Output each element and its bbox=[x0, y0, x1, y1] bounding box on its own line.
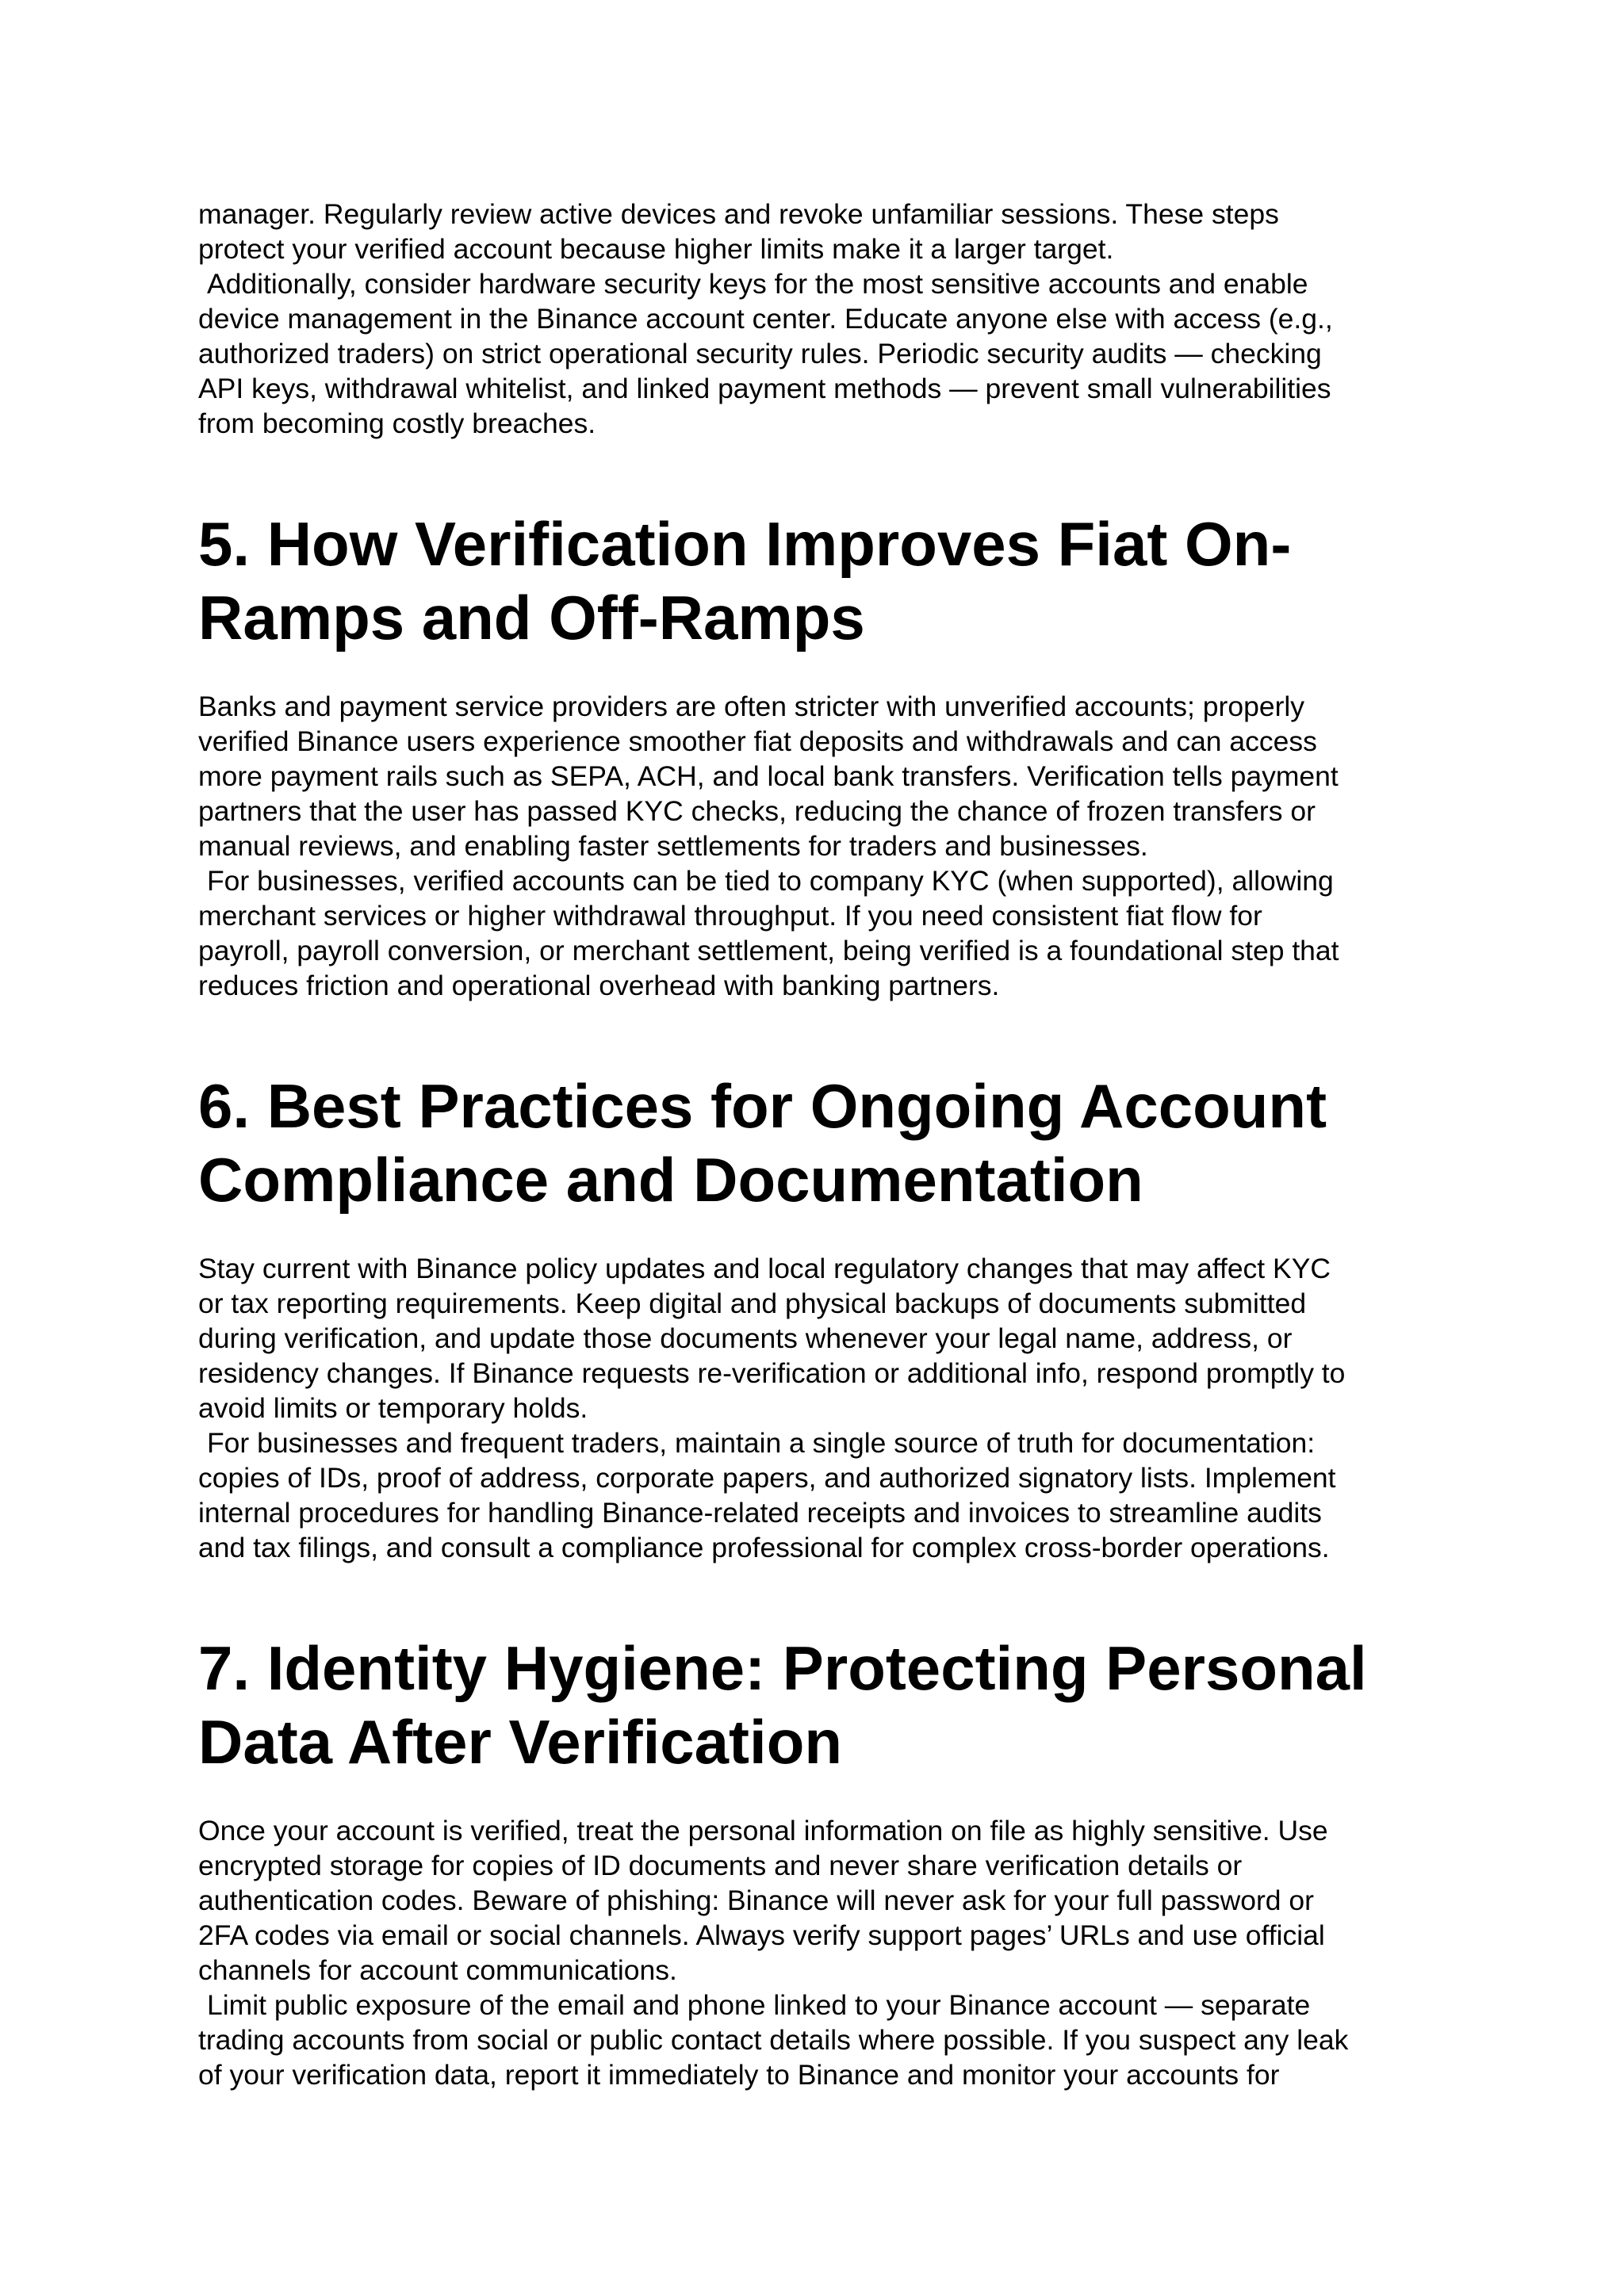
section-6-heading bbox=[198, 1070, 1451, 1217]
text-line: internal procedures for handling Binance-related receipts and invoices to streamline audits bbox=[198, 1497, 1322, 1529]
text-line: For businesses and frequent traders, maintain a single source of truth for documentation: bbox=[207, 1427, 1316, 1459]
text-line: more payment rails such as SEPA, ACH, and local bank transfers. Verification tells payment bbox=[198, 760, 1339, 792]
text-line: avoid limits or temporary holds. bbox=[198, 1392, 588, 1424]
section-6-paragraph-2 bbox=[198, 1425, 1451, 1565]
text-line: or tax reporting requirements. Keep digital and physical backups of documents submitted bbox=[198, 1288, 1307, 1319]
intro-paragraph-1 bbox=[198, 197, 1451, 266]
intro-section bbox=[198, 197, 1451, 441]
section-5-paragraph-1 bbox=[198, 689, 1451, 863]
section-6-paragraph-1 bbox=[198, 1251, 1451, 1425]
text-line: residency changes. If Binance requests re-verification or additional info, respond promptly to bbox=[198, 1357, 1346, 1389]
heading-line: Data After Verification bbox=[198, 1707, 842, 1777]
text-line: protect your verified account because higher limits make it a larger target. bbox=[198, 233, 1114, 265]
text-line: 2FA codes via email or social channels. Always verify support pages’ URLs and use official bbox=[198, 1919, 1325, 1951]
section-7-body bbox=[198, 1813, 1451, 2092]
text-line: payroll, payroll conversion, or merchant settlement, being verified is a foundational step that bbox=[198, 935, 1339, 966]
text-line: partners that the user has passed KYC checks, reducing the chance of frozen transfers or bbox=[198, 795, 1316, 827]
text-line: from becoming costly breaches. bbox=[198, 408, 596, 439]
text-line: manual reviews, and enabling faster settlements for traders and businesses. bbox=[198, 830, 1148, 862]
intro-paragraph-2 bbox=[198, 266, 1451, 441]
text-line: Limit public exposure of the email and phone linked to your Binance account — separate bbox=[207, 1989, 1311, 2021]
text-line: verified Binance users experience smoother fiat deposits and withdrawals and can access bbox=[198, 725, 1317, 757]
text-line: manager. Regularly review active devices and revoke unfamiliar sessions. These steps bbox=[198, 198, 1279, 230]
text-line: Additionally, consider hardware security keys for the most sensitive accounts and enable bbox=[207, 268, 1308, 300]
heading-line: 6. Best Practices for Ongoing Account bbox=[198, 1071, 1327, 1141]
section-5-heading bbox=[198, 507, 1451, 655]
text-line: authentication codes. Beware of phishing: Binance will never ask for your full password or bbox=[198, 1885, 1314, 1916]
text-line: channels for account communications. bbox=[198, 1954, 677, 1986]
text-line: Stay current with Binance policy updates and local regulatory changes that may affect KYC bbox=[198, 1253, 1331, 1284]
text-line: merchant services or higher withdrawal throughput. If you need consistent fiat flow for bbox=[198, 900, 1262, 932]
text-line: encrypted storage for copies of ID documents and never share verification details or bbox=[198, 1850, 1243, 1881]
text-line: copies of IDs, proof of address, corporate papers, and authorized signatory lists. Implement bbox=[198, 1462, 1336, 1494]
text-line: of your verification data, report it immediately to Binance and monitor your accounts for bbox=[198, 2059, 1280, 2091]
text-line: authorized traders) on strict operational security rules. Periodic security audits — checking bbox=[198, 338, 1322, 369]
section-7-heading bbox=[198, 1632, 1451, 1779]
text-line: and tax filings, and consult a compliance professional for complex cross-border operations. bbox=[198, 1532, 1330, 1563]
section-7-paragraph-1 bbox=[198, 1813, 1451, 1988]
text-line: Banks and payment service providers are often stricter with unverified accounts; properly bbox=[198, 691, 1305, 722]
heading-line: 5. How Verification Improves Fiat On- bbox=[198, 509, 1292, 579]
heading-line: Ramps and Off-Ramps bbox=[198, 583, 865, 652]
text-line: during verification, and update those documents whenever your legal name, address, or bbox=[198, 1322, 1293, 1354]
section-7-paragraph-2 bbox=[198, 1988, 1451, 2092]
text-line: Once your account is verified, treat the personal information on file as highly sensitive. Use bbox=[198, 1815, 1328, 1846]
text-line: For businesses, verified accounts can be tied to company KYC (when supported), allowing bbox=[207, 865, 1334, 897]
text-line: trading accounts from social or public contact details where possible. If you suspect any leak bbox=[198, 2024, 1349, 2056]
document-page bbox=[198, 197, 1451, 2092]
text-line: API keys, withdrawal whitelist, and linked payment methods — prevent small vulnerabilities bbox=[198, 373, 1331, 404]
section-5-paragraph-2 bbox=[198, 863, 1451, 1003]
section-6-body bbox=[198, 1251, 1451, 1565]
heading-line: Compliance and Documentation bbox=[198, 1145, 1143, 1215]
text-line: reduces friction and operational overhead with banking partners. bbox=[198, 970, 1000, 1001]
section-5-body bbox=[198, 689, 1451, 1003]
text-line: device management in the Binance account center. Educate anyone else with access (e.g., bbox=[198, 303, 1333, 335]
heading-line: 7. Identity Hygiene: Protecting Personal bbox=[198, 1633, 1367, 1703]
